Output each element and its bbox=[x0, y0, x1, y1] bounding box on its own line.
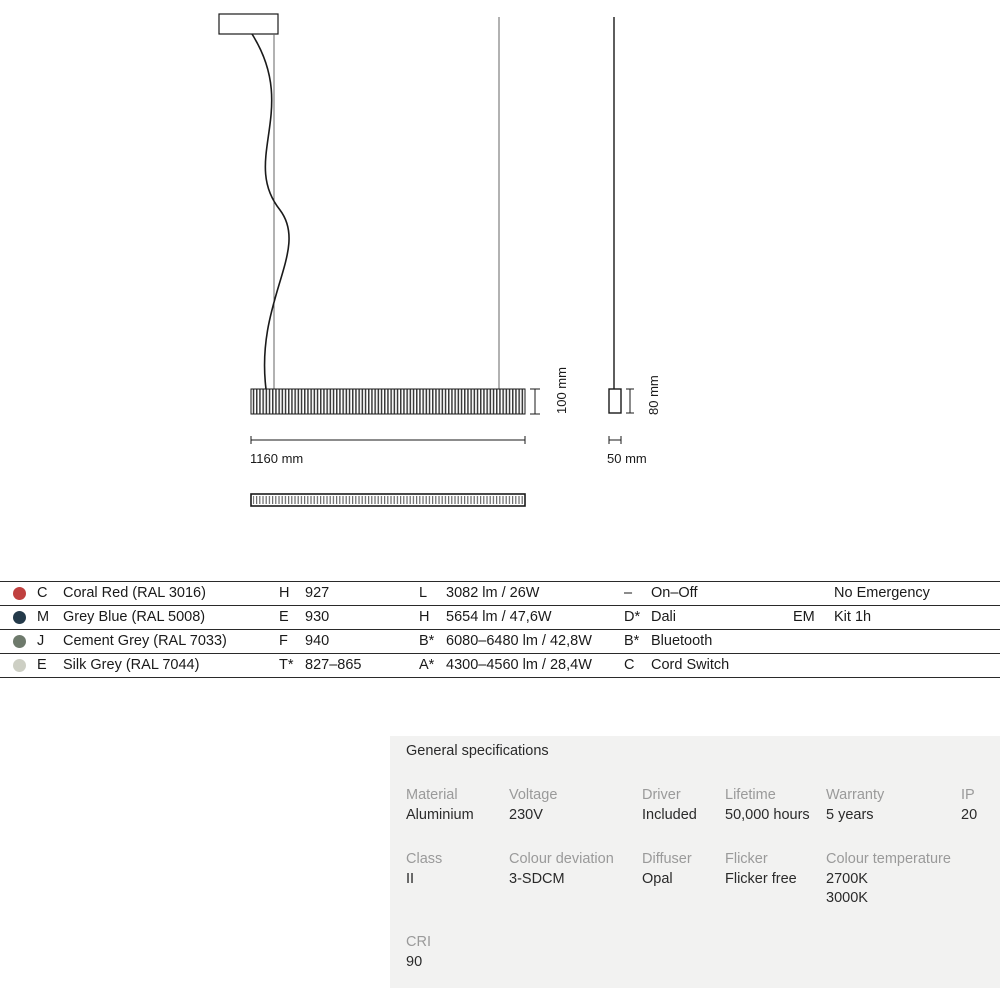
control-code: D* bbox=[624, 609, 641, 625]
spec-value: Aluminium bbox=[406, 806, 474, 823]
colour-code: J bbox=[37, 633, 45, 649]
lumen-value: 3082 lm / 26W bbox=[446, 585, 540, 601]
spec-lifetime bbox=[725, 786, 810, 825]
spec-label: Lifetime bbox=[725, 787, 776, 803]
colour-swatch bbox=[13, 659, 26, 672]
colour-code: C bbox=[37, 585, 48, 601]
spec-warranty bbox=[826, 786, 884, 825]
emergency-value: Kit 1h bbox=[834, 609, 872, 625]
spec-ip bbox=[961, 786, 977, 825]
lumen-code: A* bbox=[419, 657, 435, 673]
spec-label: Driver bbox=[642, 787, 681, 803]
spec-material bbox=[406, 786, 474, 825]
lumen-value: 4300–4560 lm / 28,4W bbox=[446, 657, 592, 673]
spec-label: Colour deviation bbox=[509, 851, 614, 867]
spec-value: 2700K bbox=[826, 870, 868, 887]
control-value: Bluetooth bbox=[651, 633, 713, 649]
emergency-code: EM bbox=[793, 609, 815, 625]
spec-class bbox=[406, 850, 442, 889]
control-code: C bbox=[624, 657, 635, 673]
emergency-value: No Emergency bbox=[834, 585, 930, 601]
spec-label: Flicker bbox=[725, 851, 768, 867]
lumen-value: 5654 lm / 47,6W bbox=[446, 609, 552, 625]
spec-label: Warranty bbox=[826, 787, 885, 803]
side-view bbox=[607, 17, 661, 466]
spec-label: Material bbox=[406, 787, 458, 803]
spec-value: 5 years bbox=[826, 806, 874, 823]
option-row bbox=[0, 654, 1000, 678]
temperature-value: 930 bbox=[305, 609, 330, 625]
option-row bbox=[0, 581, 1000, 606]
spec-cri bbox=[406, 933, 431, 972]
temperature-value: 827–865 bbox=[305, 657, 362, 673]
front-view bbox=[219, 14, 569, 466]
spec-value: II bbox=[406, 870, 415, 887]
general-specifications-panel bbox=[390, 736, 1000, 988]
colour-swatch bbox=[13, 635, 26, 648]
temperature-code: T* bbox=[279, 657, 294, 673]
lumen-code: H bbox=[419, 609, 430, 625]
temperature-code: F bbox=[279, 633, 288, 649]
spec-value: Included bbox=[642, 806, 697, 823]
spec-flicker bbox=[725, 850, 797, 889]
luminaire-body bbox=[251, 389, 525, 414]
colour-code: M bbox=[37, 609, 50, 625]
spec-label: Voltage bbox=[509, 787, 558, 803]
control-value: Dali bbox=[651, 609, 676, 625]
spec-colour-temperature bbox=[826, 850, 951, 909]
spec-value: 20 bbox=[961, 806, 978, 823]
width-dimension-label: 1160 mm bbox=[250, 451, 304, 466]
options-table bbox=[0, 581, 1000, 678]
control-value: On–Off bbox=[651, 585, 698, 601]
spec-label: Colour temperature bbox=[826, 851, 951, 867]
spec-value: 230V bbox=[509, 806, 543, 823]
control-value: Cord Switch bbox=[651, 657, 730, 673]
power-cord bbox=[252, 34, 289, 389]
colour-swatch bbox=[13, 611, 26, 624]
colour-name: Cement Grey (RAL 7033) bbox=[63, 633, 227, 649]
spec-value: Opal bbox=[642, 870, 673, 887]
side-width-dimension-label: 50 mm bbox=[607, 451, 647, 466]
temperature-code: H bbox=[279, 585, 290, 601]
specifications-title: General specifications bbox=[406, 743, 549, 759]
colour-code: E bbox=[37, 657, 47, 673]
spec-value: 3000K bbox=[826, 890, 868, 906]
spec-label: IP bbox=[961, 787, 975, 803]
spec-label: CRI bbox=[406, 934, 431, 950]
spec-value: 3-SDCM bbox=[509, 870, 565, 887]
spec-diffuser bbox=[642, 850, 692, 889]
lumen-code: B* bbox=[419, 633, 435, 649]
spec-driver bbox=[642, 786, 697, 825]
temperature-value: 940 bbox=[305, 633, 330, 649]
control-code: – bbox=[624, 585, 633, 601]
spec-value: Flicker free bbox=[725, 870, 797, 887]
side-body bbox=[609, 389, 621, 413]
option-row bbox=[0, 630, 1000, 654]
colour-name: Grey Blue (RAL 5008) bbox=[63, 609, 206, 625]
spec-label: Class bbox=[406, 851, 443, 867]
spec-value: 50,000 hours bbox=[725, 806, 810, 823]
control-code: B* bbox=[624, 633, 640, 649]
height-dimension-label: 100 mm bbox=[554, 367, 569, 414]
ceiling-canopy bbox=[219, 14, 278, 34]
option-row bbox=[0, 606, 1000, 630]
temperature-value: 927 bbox=[305, 585, 330, 601]
side-height-dimension-label: 80 mm bbox=[646, 375, 661, 415]
colour-swatch bbox=[13, 587, 26, 600]
lumen-code: L bbox=[419, 585, 428, 601]
bottom-view bbox=[251, 494, 525, 506]
spec-label: Diffuser bbox=[642, 851, 692, 867]
colour-name: Silk Grey (RAL 7044) bbox=[63, 657, 200, 673]
colour-name: Coral Red (RAL 3016) bbox=[63, 585, 206, 601]
temperature-code: E bbox=[279, 609, 289, 625]
spec-voltage bbox=[509, 786, 557, 825]
spec-value: 90 bbox=[406, 953, 423, 970]
lumen-value: 6080–6480 lm / 42,8W bbox=[446, 633, 592, 649]
spec-colour-deviation bbox=[509, 850, 614, 889]
